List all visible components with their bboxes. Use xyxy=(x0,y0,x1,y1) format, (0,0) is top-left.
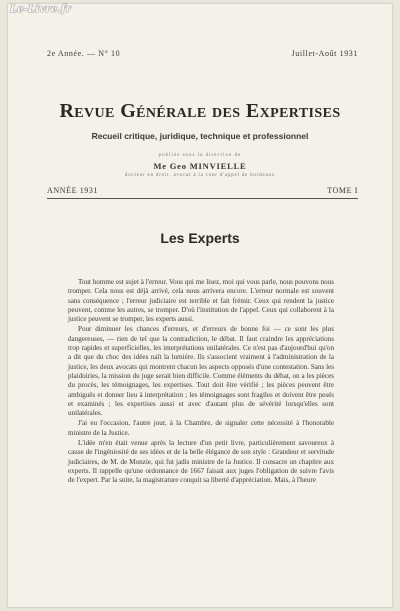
article-paragraph: Pour diminuer les chances d'erreurs, et d'erreurs de bonne foi — ce sont les plus dangereuses, — rien de tel que la contradiction, le débat. Il faut craindre les appréciations trop rapides et superficielles, les interprétations unilatérales. Ce n'est pas d'aujourd'hui qu'on a dit que du choc des idées naît la lumière. Ils s'associent vraiment à l'administration de la justice, les deux avocats qui montrent chacun les aspects opposés d'une contestation. Sans les plaidoiries, la mission du juge serait bien difficile. Comme éléments du débat, on a les pièces du procès, les témoignages, les expertises. Tout doit être vérifié ; les pièces peuvent être ambiguës et donner lieu à interprétation ; les témoignages sont fragiles et doivent être pesés et examinés ; les expertises aussi et avec d'autant plus de sévérité lorsqu'elles sont unilatérales. xyxy=(68,325,334,418)
issue-date: Juillet-Août 1931 xyxy=(291,49,358,58)
journal-title: Revue Générale des Expertises xyxy=(59,100,341,122)
article-paragraph: L'idée m'en était venue après la lecture d'un petit livre, particulièrement savoureux à cause de l'ingéniosité de ses idées et de la belle élégance de son style : Grandeur et servitude judiciaires, de M. de Monzie, qui fut jadis ministre de la Justice. Il consacre un chapitre aux experts. Il rappelle qu'une ordonnance de 1667 faisait aux juges l'obligation de suivre l'avis de l'expert. Par la suite, la magistrature conquit sa liberté d'appréciation. Mais, à l'heure xyxy=(68,439,334,485)
issue-line xyxy=(47,49,358,58)
director-name: Me Geo MINVIELLE xyxy=(153,161,247,171)
article-paragraph: Tout homme est sujet à l'erreur. Vous qui me lisez, moi qui vous parle, nous pouvons nous tromper. Cela nous est déjà arrivé, cela nous arrivera encore. L'erreur normale est souvent sans conséquence ; l'erreur judiciaire est terrible et fait frémir. Ceux qui rendent la justice peuvent, comme les autres, se tromper. D'où l'institution de l'appel. Ceux qui collaborent à la justice peuvent se tromper, les experts aussi. xyxy=(68,278,334,324)
direction-label: publiée sous la direction de xyxy=(158,153,242,158)
journal-subtitle: Recueil critique, juridique, technique et professionnel xyxy=(91,131,309,141)
year-label: ANNÉE 1931 xyxy=(47,186,99,195)
article-body xyxy=(68,278,334,487)
issue-number: 2e Année. — N° 10 xyxy=(47,49,121,58)
article-title: Les Experts xyxy=(160,230,240,246)
watermark-logo: Le-Livre.fr xyxy=(10,4,72,15)
header-rule xyxy=(47,198,358,199)
journal-page xyxy=(8,4,392,607)
volume-label: TOME I xyxy=(327,186,358,195)
article-paragraph: J'ai eu l'occasion, l'autre jour, à la Chambre, de signaler cette nécessité à l'honorable ministre de la Justice. xyxy=(68,419,334,437)
year-line xyxy=(47,186,358,195)
director-description: docteur en droit, avocat à la cour d'appel de bordeaux xyxy=(124,173,276,178)
